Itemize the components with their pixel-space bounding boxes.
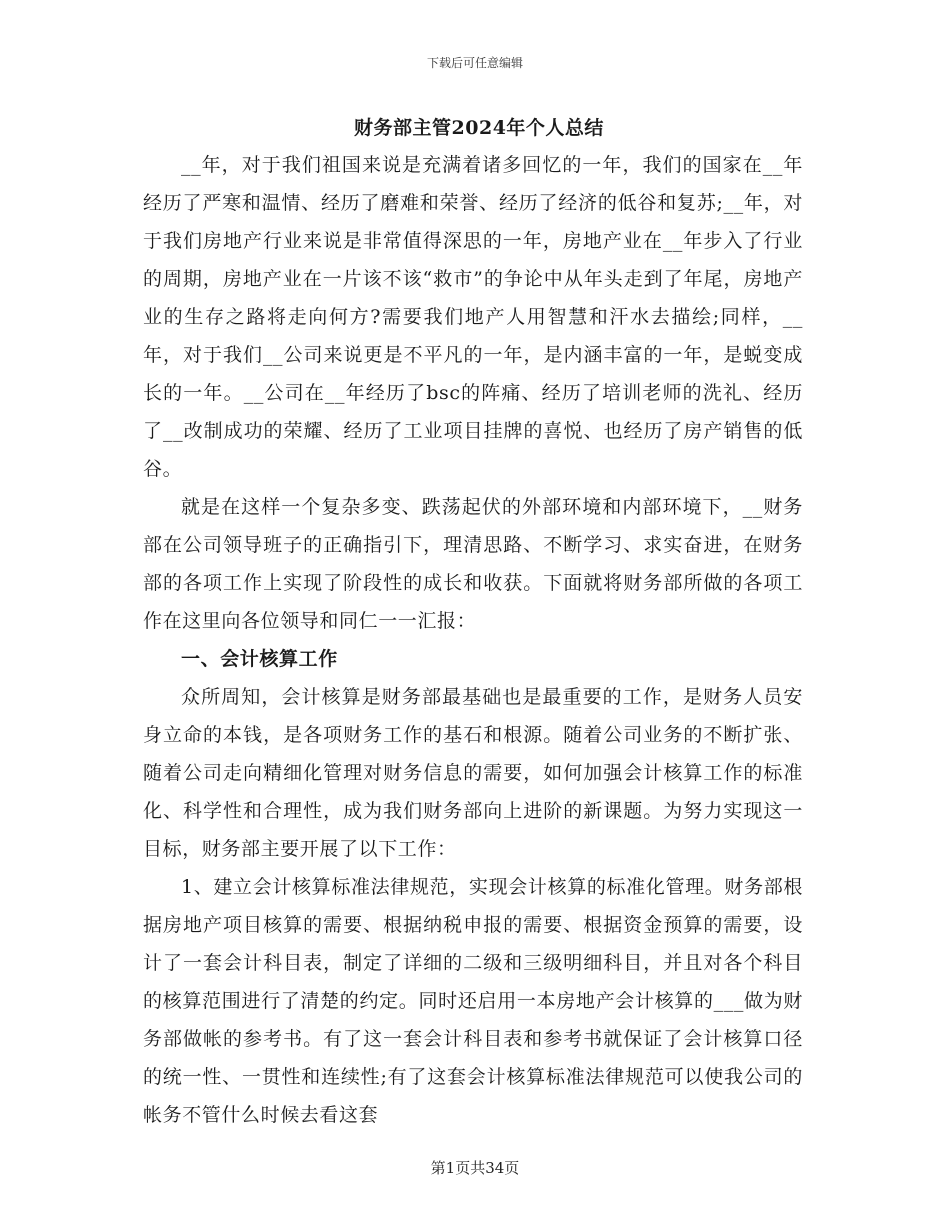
paragraph-accounting-item-1: 1、建立会计核算标准法律规范，实现会计核算的标准化管理。财务部根据房地产项目核算的需要、根据纳税申报的需要、根据资金预算的需要，设计了一套会计科目表，制定了详细的二级和三级明细科目，并且对各个科目的核算范围进行了清楚的约定。同时还启用一本房地产会计核算的___做为财务部做帐的参考书。有了这一套会计科目表和参考书就保证了会计核算口径的统一性、一贯性和连续性;有了这套会计核算标准法律规范可以使我公司的帐务不管什么时候去看这套 [143, 876, 803, 1126]
paragraph-intro: __年，对于我们祖国来说是充满着诸多回忆的一年，我们的国家在__年经历了严寒和温情、经历了磨难和荣誉、经历了经济的低谷和复苏;__年，对于我们房地产行业来说是非常值得深思的一年，房地产业在__年步入了行业的周期，房地产业在一片该不该“救市”的争论中从年头走到了年尾，房地产业的生存之路将走向何方?需要我们地产人用智慧和汗水去描绘;同样，__年，对于我们__公司来说更是不平凡的一年，是内涵丰富的一年，是蜕变成长的一年。__公司在__年经历了bsc的阵痛、经历了培训老师的洗礼、经历了__改制成功的荣耀、经历了工业项目挂牌的喜悦、也经历了房产销售的低谷。 [143, 154, 803, 480]
paragraph-context: 就是在这样一个复杂多变、跌荡起伏的外部环境和内部环境下，__财务部在公司领导班子的正确指引下，理清思路、不断学习、求实奋进，在财务部的各项工作上实现了阶段性的成长和收获。下面就将财务部所做的各项工作在这里向各位领导和同仁一一汇报： [143, 496, 803, 632]
section-heading-accounting: 一、会计核算工作 [181, 648, 338, 670]
page-header-note: 下载后可任意编辑 [426, 56, 523, 70]
document-body [143, 110, 803, 1134]
document-title: 财务部主管2024年个人总结 [354, 117, 604, 139]
paragraph-accounting-overview: 众所周知，会计核算是财务部最基础也是最重要的工作，是财务人员安身立命的本钱，是各项财务工作的基石和根源。随着公司业务的不断扩张、随着公司走向精细化管理对财务信息的需要，如何加强会计核算工作的标准化、科学性和合理性，成为我们财务部向上进阶的新课题。为努力实现这一目标，财务部主要开展了以下工作： [143, 686, 803, 860]
page-number-footer: 第1页共34页 [430, 1159, 520, 1177]
